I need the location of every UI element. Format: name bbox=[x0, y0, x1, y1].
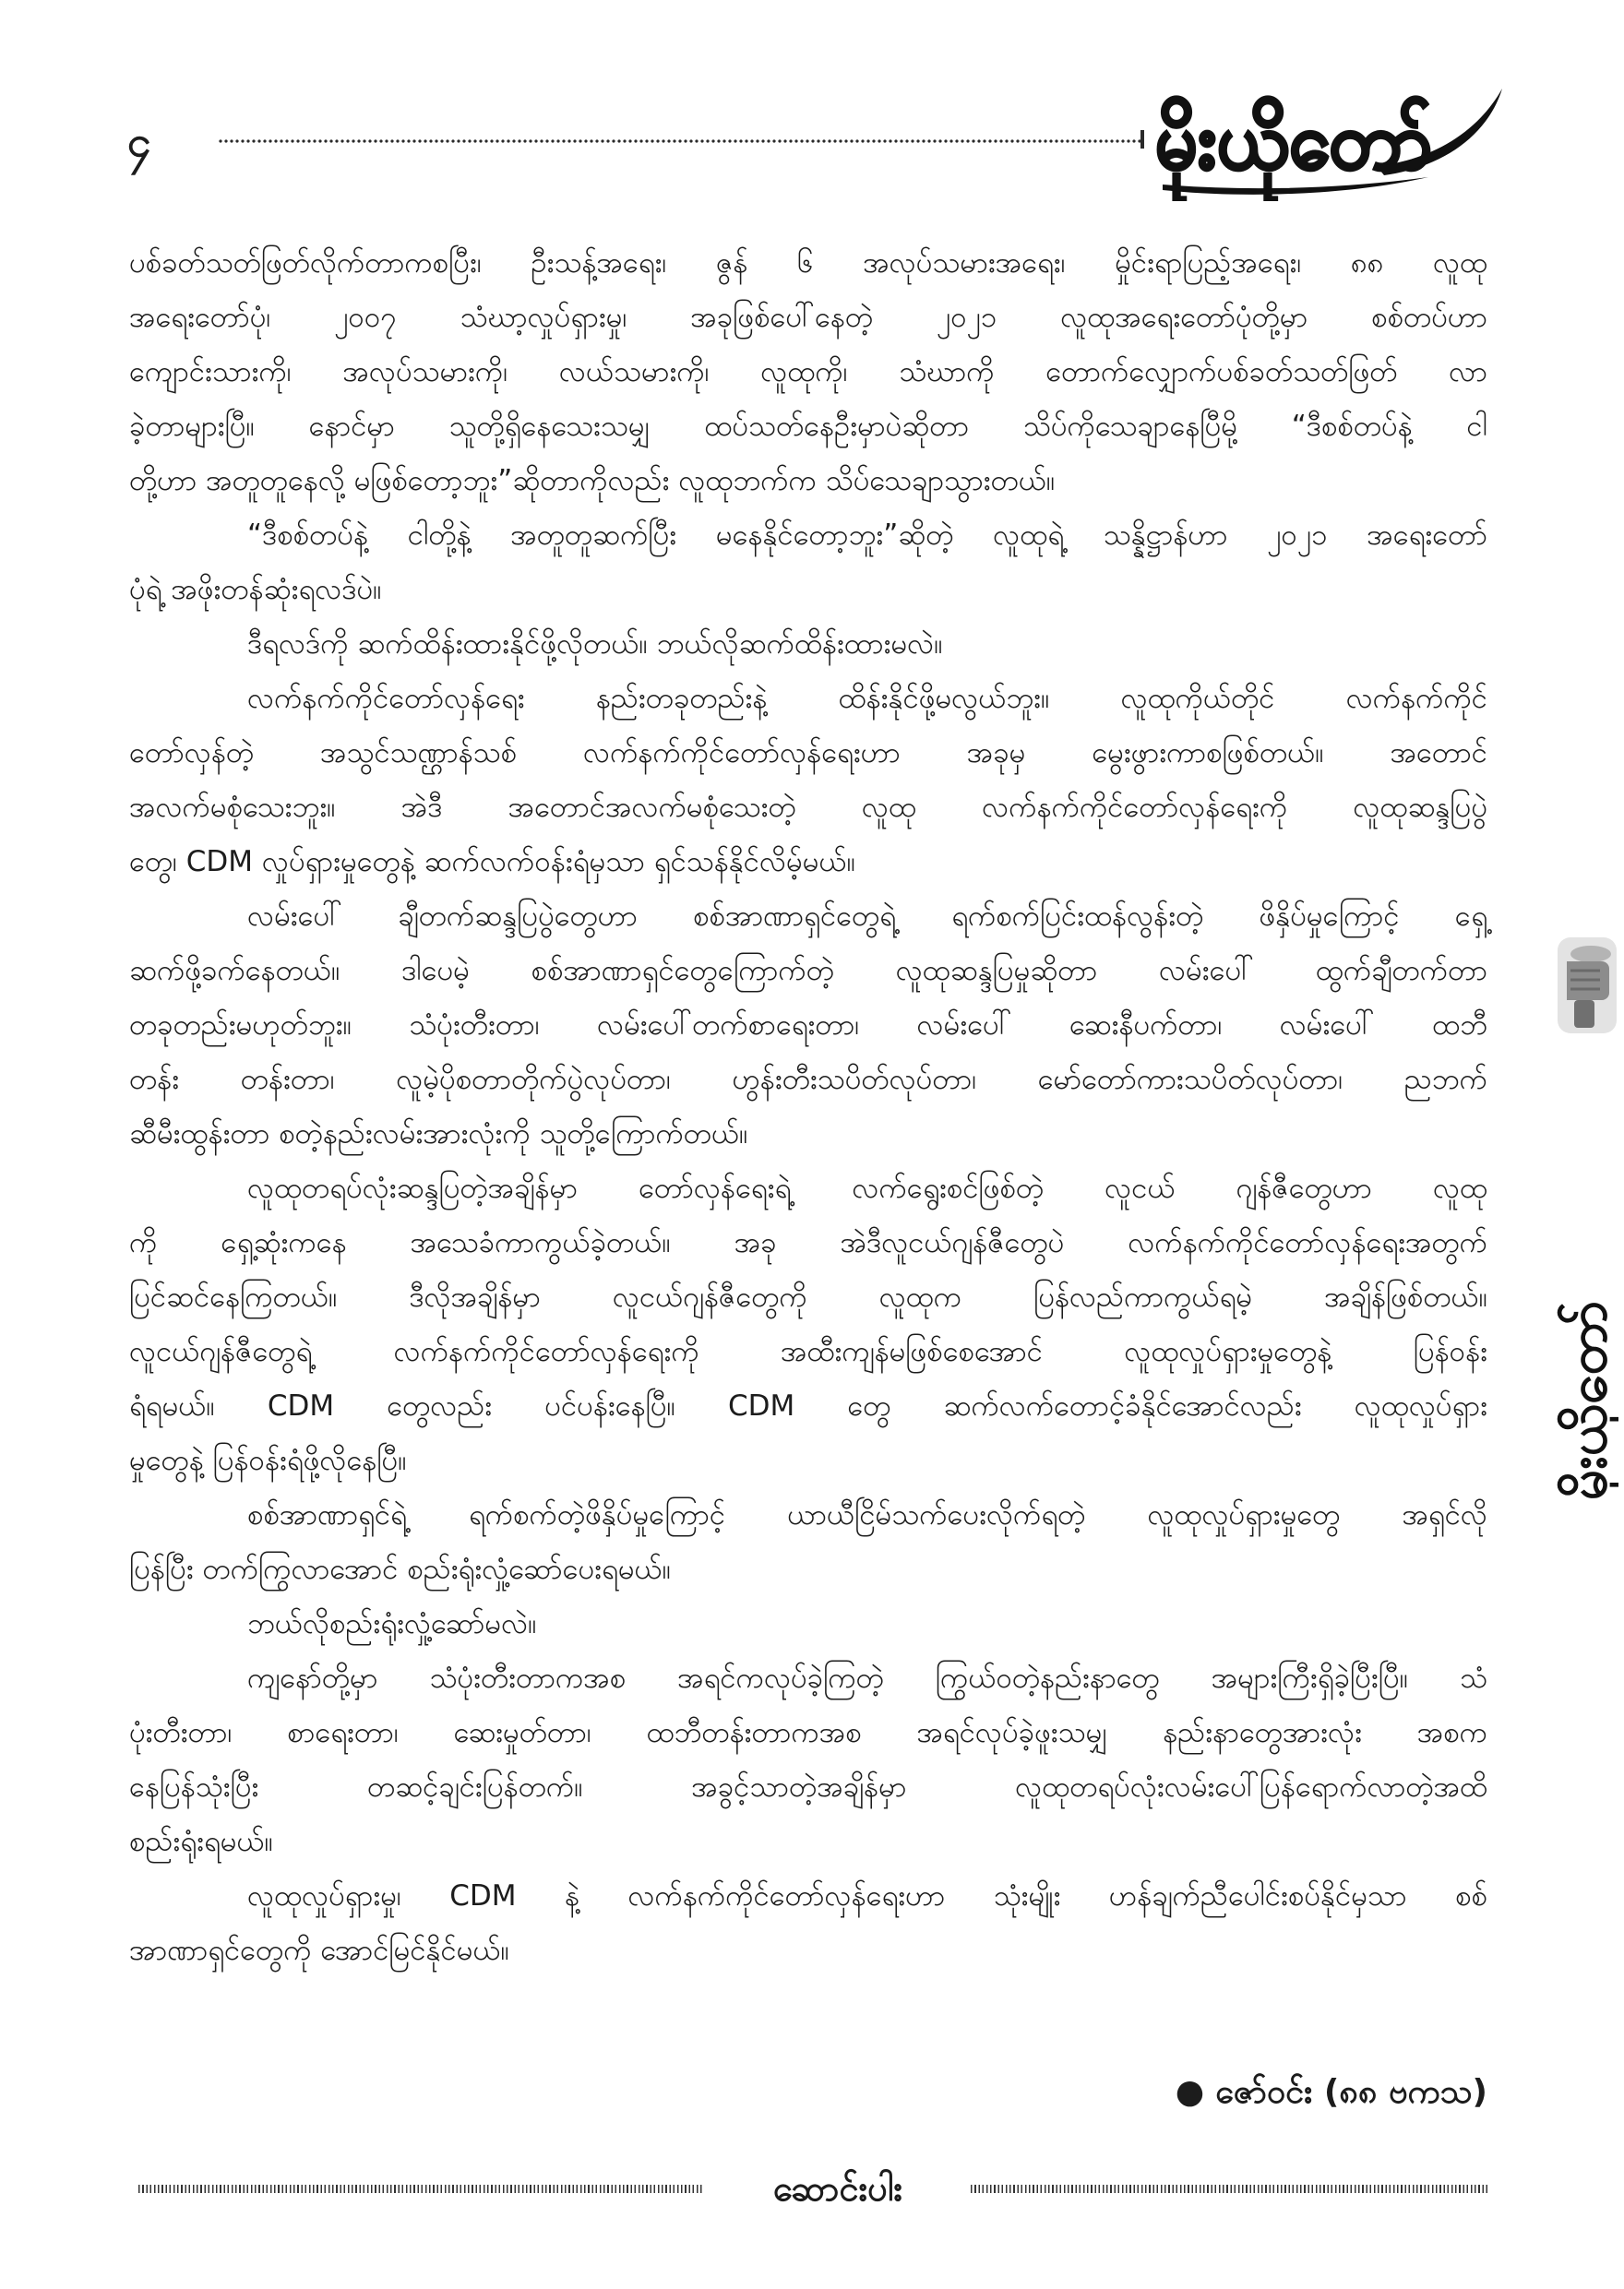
text-line: လမ်းပေါ် ချီတက်ဆန္ဒပြပွဲတွေဟာ စစ်အာဏာရှင်တွေရဲ့ ရက်စက်ပြင်းထန်လွန်းတဲ့ ဖိနှိပ်မှုကြောင့် ရှေ့ bbox=[247, 900, 1487, 933]
bullet-icon: ● bbox=[1175, 2073, 1205, 2111]
text-line: ဆက်ဖို့ခက်နေတယ်။ ဒါပေမဲ့ စစ်အာဏာရှင်တွေကြောက်တဲ့ လူထုဆန္ဒပြမှုဆိုတာ လမ်းပေါ် ထွက်ချီတက်တာ bbox=[129, 954, 1487, 987]
paragraph bbox=[129, 672, 1487, 889]
text-line: တွေ၊ CDM လှုပ်ရှားမှုတွေနဲ့ ဆက်လက်ဝန်းရံမှသာ ရှင်သန်နိုင်လိမ့်မယ်။ bbox=[129, 845, 855, 878]
header-rule-end-mark bbox=[1140, 130, 1144, 149]
text-line: ကို ရှေ့ဆုံးကနေ အသေခံကာကွယ်ခဲ့တယ်။ အခု အဲဒီလူငယ်ဂျန်ဇီတွေပဲ လက်နက်ကိုင်တော်လှန်ရေးအတွက် bbox=[129, 1226, 1487, 1259]
text-line: ပြန်ပြီး တက်ကြွလာအောင် စည်းရုံးလှုံ့ဆော်ပေးရမယ်။ bbox=[129, 1553, 672, 1586]
paragraph bbox=[129, 1488, 1487, 1597]
article-body bbox=[129, 236, 1487, 1978]
paragraph bbox=[129, 1651, 1487, 1869]
paragraph bbox=[129, 508, 1487, 617]
text-line: ပြင်ဆင်နေကြတယ်။ ဒီလိုအချိန်မှာ လူငယ်ဂျန်ဇီတွေကို လူထုက ပြန်လည်ကာကွယ်ရမဲ့ အချိန်ဖြစ်တယ်။ bbox=[129, 1281, 1487, 1314]
side-logo-text: မိုးယိုတော် bbox=[1556, 1301, 1618, 1500]
section-label: ဆောင်းပါး bbox=[772, 2168, 903, 2209]
text-line: “ဒီစစ်တပ်နဲ့ ငါတို့နဲ့ အတူတူဆက်ပြီး မနေနိုင်တော့ဘူး”ဆိုတဲ့ လူထုရဲ့ သန္နိဋ္ဌာန်ဟာ ၂၀၂၁ အရေးတော် bbox=[247, 519, 1487, 552]
footer-rule-right bbox=[971, 2185, 1489, 2193]
paragraph bbox=[129, 617, 1487, 672]
text-line: စည်းရုံးရမယ်။ bbox=[129, 1825, 273, 1858]
footer-rule-left bbox=[138, 2185, 703, 2193]
page-number: ၄ bbox=[127, 116, 151, 166]
text-line: ကျနော်တို့မှာ သံပုံးတီးတာကအစ အရင်ကလုပ်ခဲ့ကြတဲ့ ကြွယ်ဝတဲ့နည်းနာတွေ အများကြီးရှိခဲ့ပြီးပြီ။ သံ bbox=[247, 1662, 1487, 1695]
text-line: ဒီရလဒ်ကို ဆက်ထိန်းထားနိုင်ဖို့လိုတယ်။ ဘယ်လိုဆက်ထိန်းထားမလဲ။ bbox=[247, 627, 943, 661]
paragraph bbox=[129, 1597, 1487, 1651]
text-line: ကျောင်းသားကို၊ အလုပ်သမားကို၊ လယ်သမားကို၊ လူထုကို၊ သံဃာကို တောက်လျှောက်ပစ်ခတ်သတ်ဖြတ် လာ bbox=[129, 355, 1487, 388]
paragraph bbox=[129, 1162, 1487, 1488]
text-line: လူငယ်ဂျန်ဇီတွေရဲ့ လက်နက်ကိုင်တော်လှန်ရေးကို အထီးကျန်မဖြစ်စေအောင် လူထုလှုပ်ရှားမှုတွေနဲ့ ပြန်ဝန်း bbox=[129, 1335, 1487, 1368]
text-line: ရံရမယ်။ CDM တွေလည်း ပင်ပန်းနေပြီ။ CDM တွေ ဆက်လက်တောင့်ခံနိုင်အောင်လည်း လူထုလှုပ်ရှား bbox=[129, 1389, 1487, 1423]
text-line: နေပြန်သုံးပြီး တဆင့်ချင်းပြန်တက်။ အခွင့်သာတဲ့အချိန်မှာ လူထုတရပ်လုံးလမ်းပေါ်ပြန်ရောက်လာတဲ့အထိ bbox=[129, 1770, 1487, 1804]
paragraph bbox=[129, 889, 1487, 1162]
text-line: လူထုတရပ်လုံးဆန္ဒပြတဲ့အချိန်မှာ တော်လှန်ရေးရဲ့ လက်ရွေးစင်ဖြစ်တဲ့ လူငယ် ဂျန်ဇီတွေဟာ လူထု bbox=[247, 1172, 1487, 1205]
text-line: ဘယ်လိုစည်းရုံးလှုံ့ဆော်မလဲ။ bbox=[247, 1607, 537, 1640]
text-line: ခဲ့တာများပြီ။ နောင်မှာ သူတို့ရှိနေသေးသမျှ ထပ်သတ်နေဦးမှာပဲဆိုတာ သိပ်ကိုသေချာနေပြီမို့ “ဒီစစ်တပ်နဲ့ ငါ bbox=[129, 410, 1487, 443]
masthead-logo-text: မိုးယိုတော် bbox=[1155, 95, 1451, 187]
header-dotted-rule bbox=[218, 138, 1140, 144]
text-line: တော်လှန်တဲ့ အသွင်သဏ္ဌာန်သစ် လက်နက်ကိုင်တော်လှန်ရေးဟာ အခုမှ မွေးဖွားကာစဖြစ်တယ်။ အတောင် bbox=[129, 736, 1487, 769]
text-line: အလက်မစုံသေးဘူး။ အဲဒီ အတောင်အလက်မစုံသေးတဲ့ လူထု လက်နက်ကိုင်တော်လှန်ရေးကို လူထုဆန္ဒပြပွဲ bbox=[129, 791, 1487, 824]
text-line: အာဏာရှင်တွေကို အောင်မြင်နိုင်မယ်။ bbox=[129, 1934, 509, 1967]
text-line: တန်း တန်းတာ၊ လူမဲ့ပိုစတာတိုက်ပွဲလုပ်တာ၊ ဟွန်းတီးသပိတ်လုပ်တာ၊ မော်တော်ကားသပိတ်လုပ်တာ၊ ညဘက် bbox=[129, 1063, 1487, 1096]
text-line: အရေးတော်ပုံ၊ ၂၀၀၇ သံဃာ့လှုပ်ရှားမှု၊ အခုဖြစ်ပေါ်နေတဲ့ ၂၀၂၁ လူထုအရေးတော်ပုံတို့မှာ စစ်တပ်ဟာ bbox=[129, 301, 1487, 334]
byline bbox=[1015, 2063, 1487, 2122]
side-tab bbox=[1556, 930, 1618, 1853]
text-line: ဆီမီးထွန်းတာ စတဲ့နည်းလမ်းအားလုံးကို သူတို့ကြောက်တယ်။ bbox=[129, 1117, 748, 1150]
text-line: မှုတွေနဲ့ ပြန်ဝန်းရံဖို့လိုနေပြီ။ bbox=[129, 1444, 407, 1477]
text-line: ပစ်ခတ်သတ်ဖြတ်လိုက်တာကစပြီး၊ ဦးသန့်အရေး၊ ဇွန် ၆ အလုပ်သမားအရေး၊ မှိုင်းရာပြည့်အရေး၊ ၈၈ လူထု bbox=[129, 246, 1487, 280]
text-line: တခုတည်းမဟုတ်ဘူး။ သံပုံးတီးတာ၊ လမ်းပေါ်တက်စာရေးတာ၊ လမ်းပေါ် ဆေးနီပက်တာ၊ လမ်းပေါ် ထဘီ bbox=[129, 1008, 1487, 1042]
text-line: စစ်အာဏာရှင်ရဲ့ ရက်စက်တဲ့ဖိနှိပ်မှုကြောင့် ယာယီငြိမ်သက်ပေးလိုက်ရတဲ့ လူထုလှုပ်ရှားမှုတွေ အရှင်လို bbox=[247, 1498, 1487, 1532]
hand-illustration bbox=[1556, 930, 1618, 1041]
paragraph bbox=[129, 236, 1487, 508]
text-line: ပုံရဲ့ အဖိုးတန်ဆုံးရလဒ်ပဲ။ bbox=[129, 573, 382, 606]
author-name: ဇော်ဝင်း (၈၈ ဗကသ) bbox=[1215, 2073, 1487, 2111]
masthead-logo bbox=[1152, 77, 1504, 201]
text-line: လူထုလှုပ်ရှားမှု၊ CDM နဲ့ လက်နက်ကိုင်တော်လှန်ရေးဟာ သုံးမျိုး ဟန်ချက်ညီပေါင်းစပ်နိုင်မှသာ စစ် bbox=[247, 1879, 1487, 1913]
text-line: လက်နက်ကိုင်တော်လှန်ရေး နည်းတခုတည်းနဲ့ ထိန်းနိုင်ဖို့မလွယ်ဘူး။ လူထုကိုယ်တိုင် လက်နက်ကိုင် bbox=[247, 682, 1487, 715]
text-line: ပုံးတီးတာ၊ စာရေးတာ၊ ဆေးမှုတ်တာ၊ ထဘီတန်းတာကအစ အရင်လုပ်ခဲ့ဖူးသမျှ နည်းနာတွေအားလုံး အစက bbox=[129, 1716, 1487, 1749]
paragraph bbox=[129, 1869, 1487, 1978]
text-line: တို့ဟာ အတူတူနေလို့ မဖြစ်တော့ဘူး”ဆိုတာကိုလည်း လူထုဘက်က သိပ်သေချာသွားတယ်။ bbox=[129, 464, 1056, 497]
